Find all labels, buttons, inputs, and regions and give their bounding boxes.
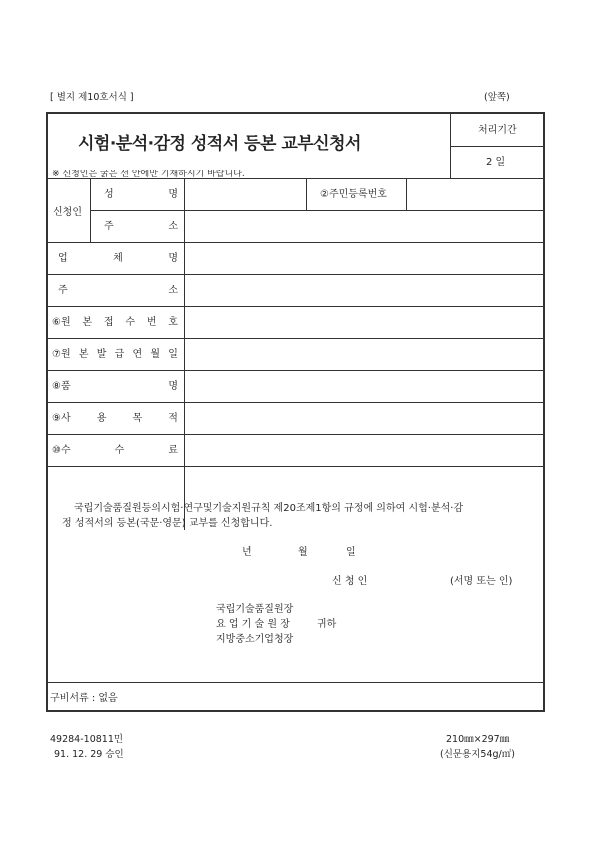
paper-size: 210㎜×297㎜ xyxy=(446,734,510,745)
processing-period-value: 2 일 xyxy=(486,157,506,168)
address-label: 주 소 xyxy=(104,221,178,232)
page-side-label: (앞쪽) xyxy=(484,92,510,103)
processing-period-label: 처리기간 xyxy=(478,125,517,136)
form-title: 시험·분석·감정 성적서 등본 교부신청서 xyxy=(78,134,361,154)
signature-hint: (서명 또는 인) xyxy=(450,576,513,587)
original-issue-date-label: ⑦원 본 발 급 연 월 일 xyxy=(52,349,178,360)
company-address-label: 주 소 xyxy=(58,285,178,296)
form-code: 49284-10811민 xyxy=(50,734,124,745)
purpose-label: ⑨사 용 목 적 xyxy=(52,413,178,424)
date-day-label: 일 xyxy=(346,547,356,558)
required-documents: 구비서류 : 없음 xyxy=(50,693,118,704)
form-number: [ 별지 제10호서식 ] xyxy=(50,92,134,103)
applicant-sign-label: 신 청 인 xyxy=(332,576,368,587)
recipient-2: 요 업 기 술 원 장 xyxy=(216,619,290,630)
recipient-3: 지방중소기업청장 xyxy=(216,634,294,645)
approval-date: 91. 12. 29 승인 xyxy=(54,749,124,760)
paper-type: (신문용지54g/㎡) xyxy=(440,749,515,760)
name-label: 성 명 xyxy=(104,189,178,200)
declaration-line-1: 국립기술품질원등의시험·연구및기술지원규칙 제20조제1항의 규정에 의하여 시험·분석·감 xyxy=(74,503,464,514)
applicant-group-label: 신청인 xyxy=(53,207,82,218)
application-form xyxy=(46,112,545,712)
honorific: 귀하 xyxy=(317,619,337,630)
original-receipt-number-label: ⑥원 본 접 수 번 호 xyxy=(52,317,178,328)
recipient-1: 국립기술품질원장 xyxy=(216,604,294,615)
resident-number-label: ②주민등록번호 xyxy=(320,189,387,200)
date-month-label: 월 xyxy=(298,547,308,558)
form-note: ※ 신청인은 굵은 선 안에만 기재하시기 바랍니다. xyxy=(52,170,245,179)
company-name-label: 업 체 명 xyxy=(58,253,178,264)
date-year-label: 년 xyxy=(242,547,252,558)
declaration-line-2: 정 성적서의 등본(국문·영문) 교부를 신청합니다. xyxy=(62,518,273,529)
fee-label: ⑩수 수 료 xyxy=(52,445,178,456)
product-name-label: ⑧품 명 xyxy=(52,381,178,392)
